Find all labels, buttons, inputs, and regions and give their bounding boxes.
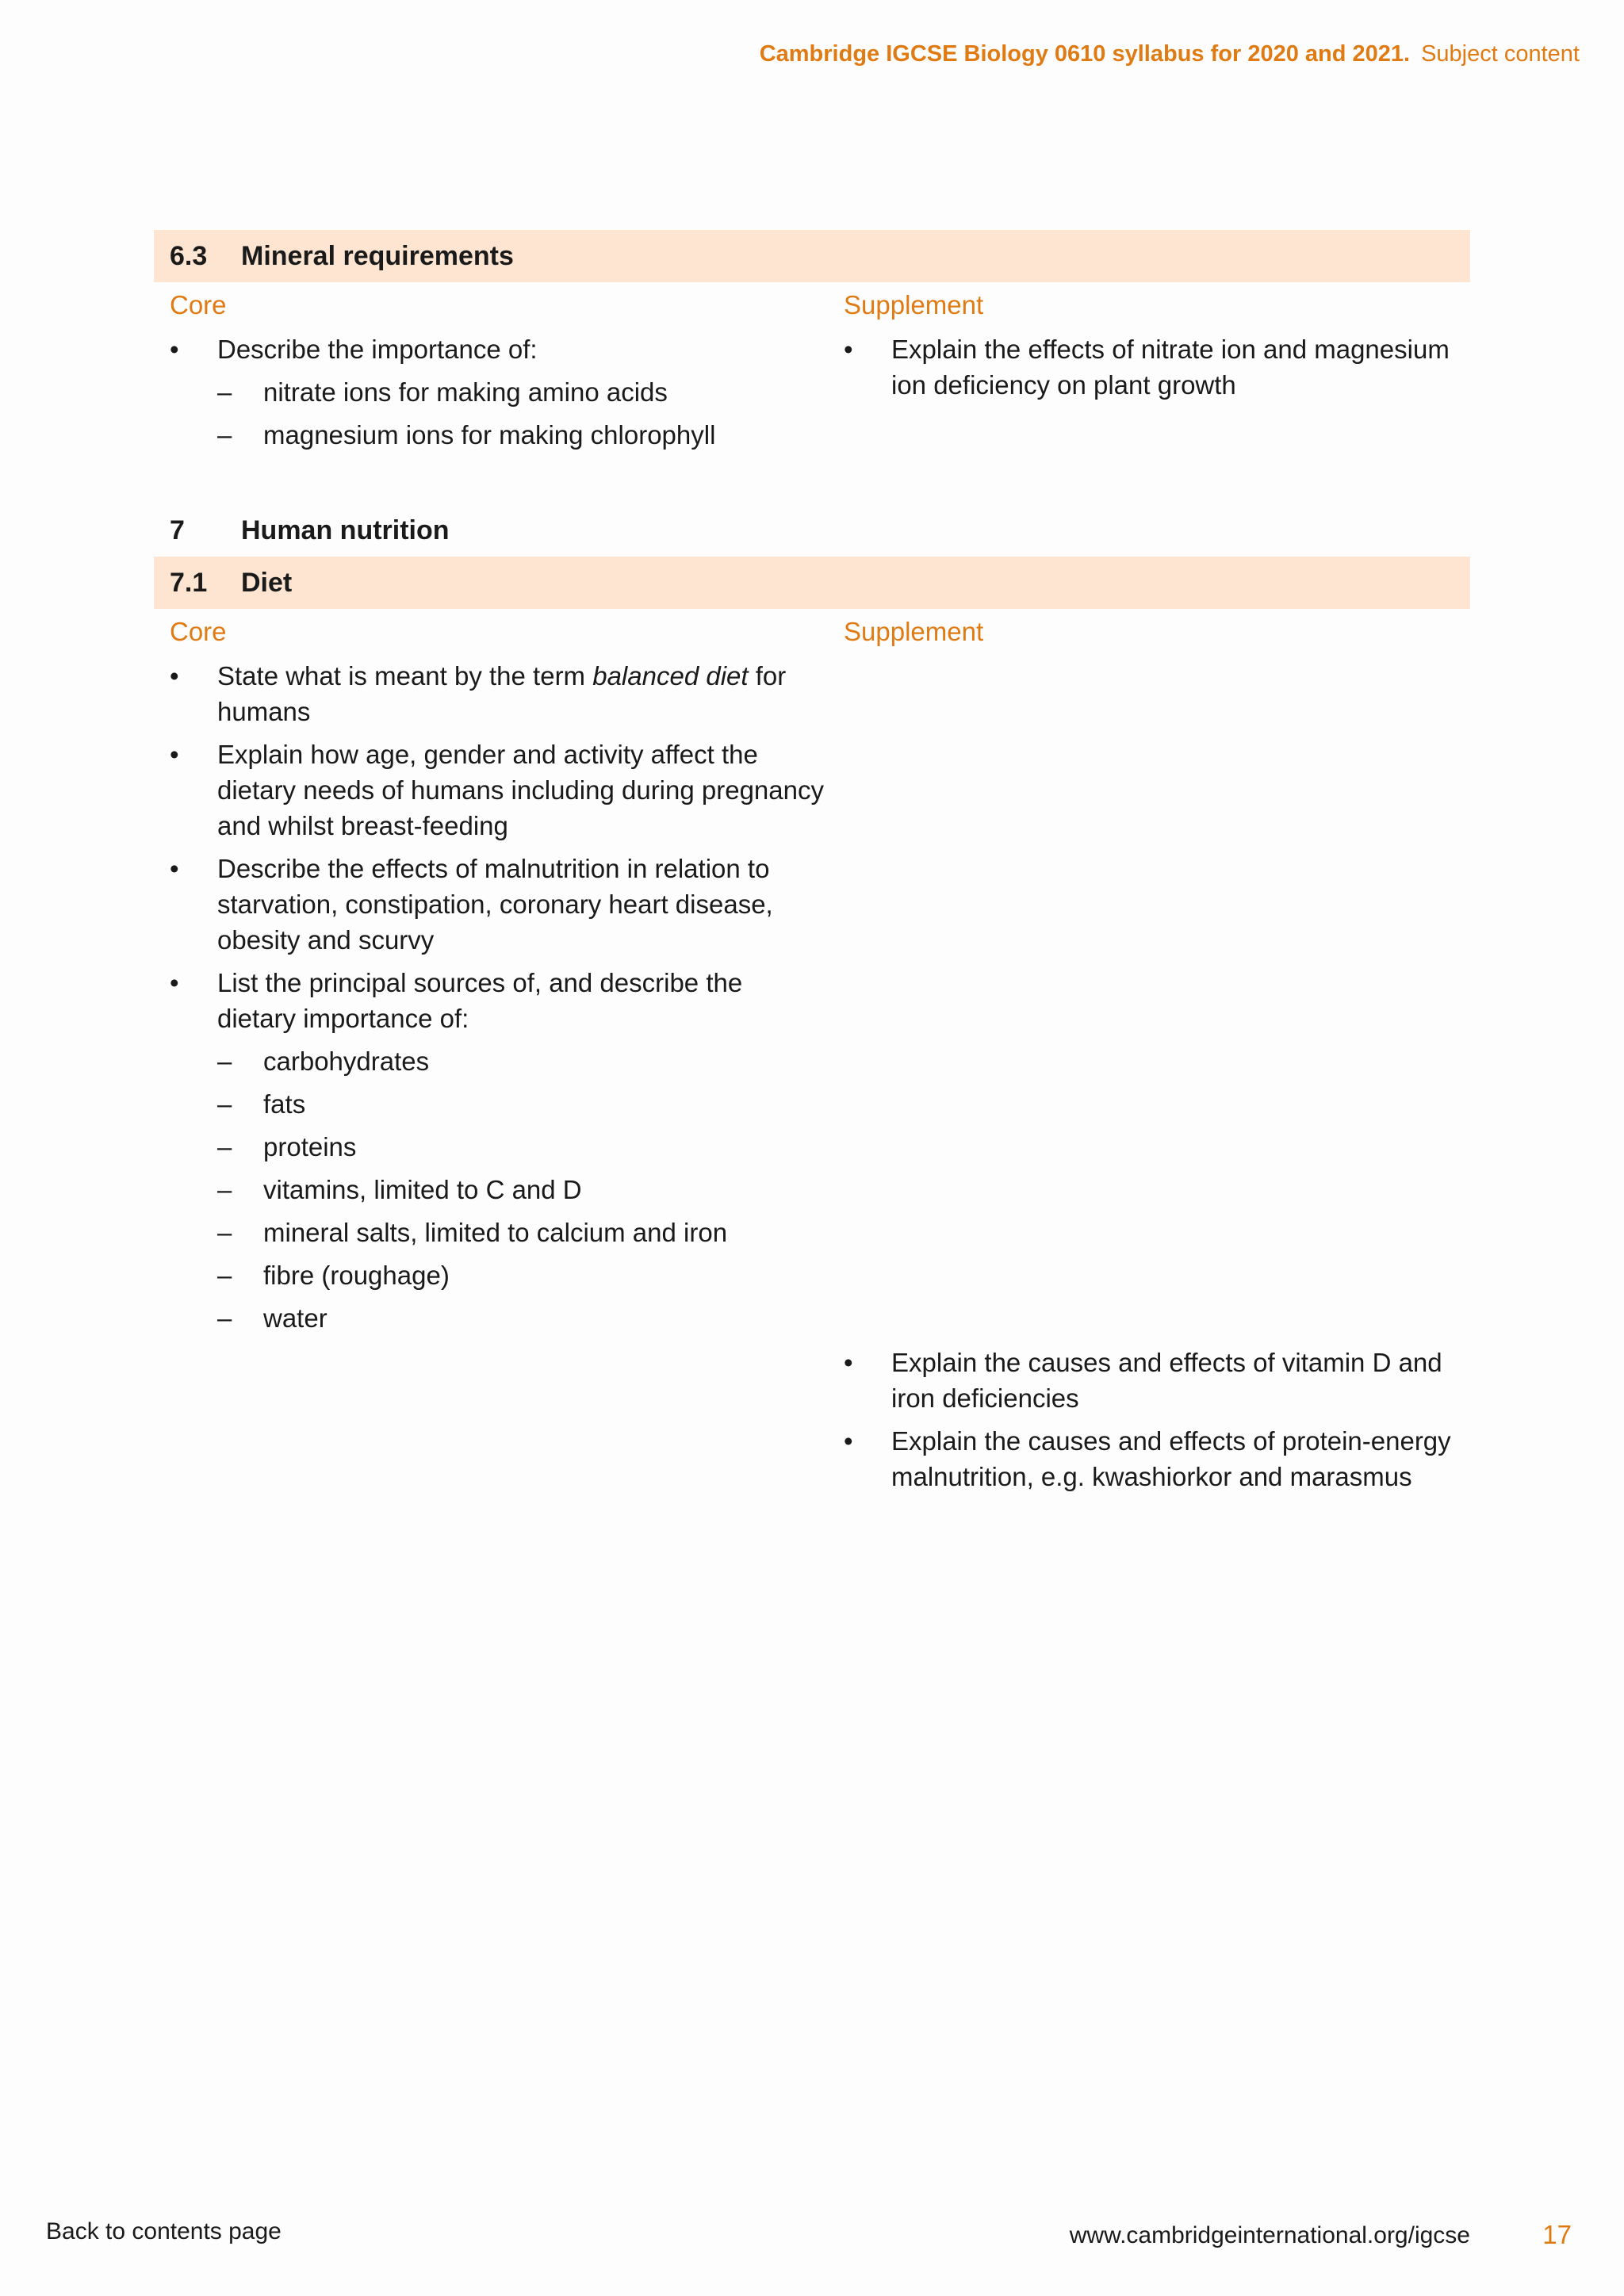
core-column [154,609,828,1502]
sub-item-text: vitamins, limited to C and D [263,1175,582,1204]
list-item [154,658,828,729]
list-item-text: List the principal sources of, and describe the dietary importance of: [217,968,743,1033]
header-section: Subject content [1421,41,1580,67]
list-item-text: Explain the causes and effects of vitamin D and iron deficiencies [891,1348,1442,1413]
sub-list-item [217,1300,828,1336]
bullet-icon: • [170,740,179,769]
bullet-icon: • [844,335,853,364]
sub-list-item [217,1172,828,1207]
sub-list [217,374,828,453]
chapter-number: 7 [170,515,185,545]
bullet-icon: • [170,854,179,883]
list-item-text: Explain the causes and effects of protein-energy malnutrition, e.g. kwashiorkor and marasmus [891,1426,1451,1491]
sub-item-text: water [263,1303,327,1333]
list-item-text: for humans [217,661,787,726]
dash-icon: – [217,1261,232,1290]
dash-icon: – [217,420,232,450]
list-item [828,331,1470,403]
topic-title: Diet [241,567,293,598]
topic-number: 7.1 [170,567,208,598]
supplement-label: Supplement [844,617,984,646]
page-number: 17 [1542,2220,1572,2249]
list-item [828,1345,1470,1416]
supplement-list [828,1345,1470,1494]
sub-item-text: magnesium ions for making chlorophyll [263,420,716,450]
topic-heading-6-3 [154,230,1470,282]
sub-list [217,1043,828,1336]
chapter-heading-7 [154,504,1470,557]
list-item [154,851,828,958]
chapter-title: Human nutrition [241,515,450,545]
website-link[interactable]: www.cambridgeinternational.org/igcse [1069,2222,1470,2248]
back-to-contents-link[interactable]: Back to contents page [46,2218,282,2244]
dash-icon: – [217,1132,232,1161]
running-header [760,41,1580,67]
topic-7-1-columns [154,609,1470,1502]
bullet-icon: • [844,1348,853,1377]
sub-list-item [217,374,828,410]
sub-list-item [217,1215,828,1250]
core-list [154,658,828,1336]
sub-item-text: nitrate ions for making amino acids [263,377,668,407]
list-item-text: Explain how age, gender and activity affect the dietary needs of humans including during pregnancy and whilst breast-feeding [217,740,824,840]
topic-6-3-columns [154,282,1470,460]
core-column [154,282,828,460]
sub-list-item [217,1257,828,1293]
defined-term: balanced diet [592,661,749,691]
dash-icon: – [217,1218,232,1247]
core-label: Core [170,617,227,646]
dash-icon: – [217,1089,232,1119]
topic-heading-7-1 [154,557,1470,609]
supplement-label: Supplement [844,290,984,320]
core-label: Core [170,290,227,320]
sub-list-item [217,1086,828,1122]
list-item [828,1423,1470,1494]
sub-item-text: proteins [263,1132,357,1161]
bullet-icon: • [170,661,179,691]
sub-list-item [217,417,828,453]
dash-icon: – [217,1175,232,1204]
list-item-text: State what is meant by the term [217,661,593,691]
list-item [154,331,828,453]
supplement-column [828,609,1470,1502]
dash-icon: – [217,1303,232,1333]
sub-item-text: mineral salts, limited to calcium and iron [263,1218,728,1247]
dash-icon: – [217,377,232,407]
syllabus-content [154,230,1470,1502]
bullet-icon: • [170,335,179,364]
topic-number: 6.3 [170,240,208,271]
list-item-text: Describe the importance of: [217,335,538,364]
supplement-column [828,282,1470,460]
supplement-list [828,331,1470,403]
bullet-icon: • [844,1426,853,1456]
list-item [154,965,828,1336]
bullet-icon: • [170,968,179,997]
core-list [154,331,828,453]
sub-list-item [217,1129,828,1165]
sub-item-text: fats [263,1089,306,1119]
dash-icon: – [217,1047,232,1076]
topic-title: Mineral requirements [241,240,514,271]
list-item [154,737,828,844]
header-title: Cambridge IGCSE Biology 0610 syllabus for 2020 and 2021. [759,41,1411,67]
sub-list-item [217,1043,828,1079]
list-item-text: Describe the effects of malnutrition in relation to starvation, constipation, coronary heart disease, obesity and scurvy [217,854,773,955]
list-item-text: Explain the effects of nitrate ion and magnesium ion deficiency on plant growth [891,335,1450,400]
sub-item-text: carbohydrates [263,1047,430,1076]
sub-item-text: fibre (roughage) [263,1261,450,1290]
